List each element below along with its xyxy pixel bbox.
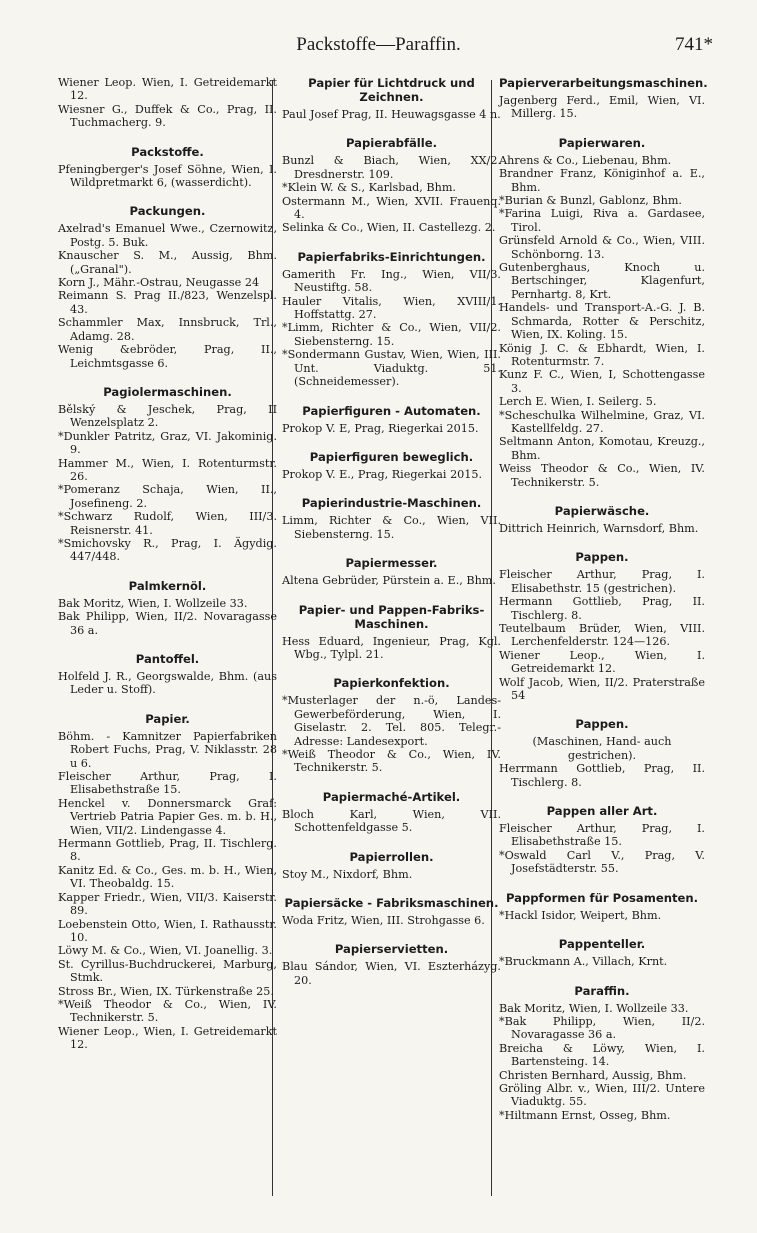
section-heading: Papier- und Pappen-Fabriks-Maschinen. <box>298 602 485 631</box>
section-heading: Papierkonfektion. <box>333 676 450 691</box>
directory-entry: Holfeld J. R., Georgswalde, Bhm. (aus Leder u. Stoff). <box>58 670 277 697</box>
directory-entry: Hauler Vitalis, Wien, XVIII/1. Hoffstattg. 27. <box>282 294 501 322</box>
directory-entry: *Schwarz Rudolf, Wien, III/3. Reisnerstr. 41. <box>58 510 277 537</box>
directory-entry: *Bruckmann A., Villach, Krnt. <box>499 955 668 969</box>
section-heading: Papierservietten. <box>334 942 449 957</box>
directory-entry: *Smichovsky R., Prag, I. Ägydig. 447/448. <box>58 536 277 564</box>
directory-entry: *Klein W. & S., Karlsbad, Bhm. <box>282 181 456 195</box>
directory-entry: Grünsfeld Arnold & Co., Wien, VIII. Schönborng. 13. <box>499 234 705 261</box>
section-heading: Papierabfälle. <box>345 136 438 151</box>
section-heading: Papierverarbeitungsmaschinen. <box>499 76 708 90</box>
directory-entry: *Farina Luigi, Riva a. Gardasee, Tirol. <box>499 207 705 234</box>
directory-entry: Dittrich Heinrich, Warnsdorf, Bhm. <box>499 521 699 535</box>
section-heading: Papierindustrie-Maschinen. <box>301 496 482 511</box>
section-heading: Pantoffel. <box>135 652 200 666</box>
directory-entry: Gamerith Fr. Ing., Wien, VII/3. Neustiftg. 58. <box>282 267 501 295</box>
directory-entry: *Scheschulka Wilhelmine, Graz, VI. Kastellfeldg. 27. <box>499 408 705 435</box>
section-heading: Papiermaché-Artikel. <box>322 789 461 804</box>
section-heading: Packstoffe. <box>131 144 204 159</box>
section-heading: Papierfiguren beweglich. <box>309 449 474 464</box>
directory-entry: Limm, Richter & Co., Wien, VII. Siebensterng. 15. <box>282 514 501 541</box>
directory-entry: Loebenstein Otto, Wien, I. Rathausstr. 10. <box>58 917 277 944</box>
directory-entry: Fleischer Arthur, Prag, I. Elisabethstraße 15. <box>499 822 705 849</box>
directory-entry: *Musterlager der n.-ö, Landes-Gewerbeförderung, Wien, I. Giselastr. 2. Tel. 805. Telegr.-Adresse: Landesexport. <box>282 694 501 748</box>
directory-entry: (Maschinen, Hand- auch gestrichen). <box>532 735 672 762</box>
directory-entry: Breicha & Löwy, Wien, I. Bartensteing. 14. <box>499 1041 705 1069</box>
directory-entry: Hammer M., Wien, I. Rotenturmstr. 26. <box>58 456 277 483</box>
directory-entry: Gröling Albr. v., Wien, III/2. Untere Viaduktg. 55. <box>499 1081 705 1109</box>
directory-entry: Fleischer Arthur, Prag, I. Elisabethstraße 15. <box>58 770 277 797</box>
directory-entry: Lerch E. Wien, I. Seilerg. 5. <box>499 395 657 409</box>
directory-entry: Gutenberghaus, Knoch u. Bertschinger, Klagenfurt, Pernhartg. 8, Krt. <box>499 261 705 301</box>
directory-entry: Schammler Max, Innsbruck, Trl., Adamg. 28. <box>58 316 277 343</box>
directory-entry: Kunz F. C., Wien, I, Schottengasse 3. <box>499 368 705 395</box>
directory-entry: Henckel v. Donnersmarck Graf: Vertrieb Patria Papier Ges. m. b. H., Wien, VII/2. Lindengasse 4. <box>58 796 277 837</box>
directory-entry: Bak Philipp, Wien, II/2. Novaragasse 36 a. <box>58 610 277 637</box>
directory-entry: Böhm. - Kamnitzer Papierfabriken Robert Fuchs, Prag, V. Niklasstr. 28 u 6. <box>58 729 277 770</box>
directory-entry: Wiesner G., Duffek & Co., Prag, II. Tuchmacherg. 9. <box>58 102 277 130</box>
directory-entry: *Pomeranz Schaja, Wien, II., Josefineng. 2. <box>58 483 277 510</box>
directory-entry: Hermann Gottlieb, Prag, II. Tischlerg. 8. <box>58 837 277 864</box>
directory-entry: Altena Gebrüder, Pürstein a. E., Bhm. <box>282 574 496 588</box>
section-heading: Paraffin. <box>574 983 630 998</box>
directory-entry: Hess Eduard, Ingenieur, Prag, Kgl. Wbg., Tylpl. 21. <box>282 634 501 661</box>
directory-entry: Ostermann M., Wien, XVII. Frauenq. 4. <box>282 194 501 222</box>
directory-entry: Löwy M. & Co., Wien, VI. Joanellig. 3. <box>58 944 273 958</box>
directory-entry: Paul Josef Prag, II. Heuwagsgasse 4 n. <box>282 108 501 121</box>
directory-entry: Weiss Theodor & Co., Wien, IV. Technikerstr. 5. <box>499 462 705 489</box>
directory-entry: Handels- und Transport-A.-G. J. B. Schmarda, Rotter & Perschitz, Wien, IX. Koling. 15. <box>499 301 705 342</box>
directory-entry: Bělský & Jeschek, Prag, II Wenzelsplatz 2. <box>58 402 277 430</box>
directory-entry: Bak Moritz, Wien, I. Wollzeile 33. <box>499 1001 689 1015</box>
directory-entry: Knauscher S. M., Aussig, Bhm. („Granal"). <box>58 249 277 276</box>
section-heading: Papiersäcke - Fabriksmaschinen. <box>284 896 499 910</box>
column-left <box>58 76 277 1052</box>
section-heading: Papierwaren. <box>558 135 646 150</box>
directory-entry: Bunzl & Biach, Wien, XX/2. Dresdnerstr. 109. <box>282 154 501 181</box>
directory-entry: *Burian & Bunzl, Gablonz, Bhm. <box>499 194 682 208</box>
directory-entry: Woda Fritz, Wien, III. Strohgasse 6. <box>282 914 485 927</box>
section-heading: Papierwäsche. <box>554 503 650 518</box>
directory-entry: Jagenberg Ferd., Emil, Wien, VI. Millerg. 15. <box>499 94 705 121</box>
directory-entry: Hermann Gottlieb, Prag, II. Tischlerg. 8. <box>499 595 705 622</box>
directory-entry: Stross Br., Wien, IX. Türkenstraße 25. <box>58 984 274 998</box>
section-heading: Pappformen für Posamenten. <box>505 890 699 905</box>
section-heading: Packungen. <box>129 204 206 219</box>
section-heading: Pappen. <box>575 550 629 565</box>
section-heading: Pagiolermaschinen. <box>103 384 232 399</box>
column-right <box>499 76 708 1122</box>
directory-entry: *Weiß Theodor & Co., Wien, IV. Technikerstr. 5. <box>58 997 277 1025</box>
directory-entry: Christen Bernhard, Aussig, Bhm. <box>499 1068 687 1082</box>
directory-entry: Kapper Friedr., Wien, VII/3. Kaiserstr. 89. <box>58 890 277 918</box>
directory-entry: Wiener Leop., Wien, I. Getreidemarkt 12. <box>58 1024 277 1052</box>
directory-entry: Stoy M., Nixdorf, Bhm. <box>282 867 413 881</box>
directory-entry: Brandner Franz, Königinhof a. E., Bhm. <box>499 167 705 194</box>
section-heading: Pappenteller. <box>558 937 646 952</box>
directory-entry: *Dunkler Patritz, Graz, VI. Jakominig. 9. <box>58 429 277 457</box>
section-heading: Papierfiguren - Automaten. <box>302 403 481 418</box>
section-heading: Papierfabriks-Einrichtungen. <box>297 249 486 264</box>
directory-entry: Bak Moritz, Wien, I. Wollzeile 33. <box>58 596 248 610</box>
directory-entry: Wenig &ebröder, Prag, II., Leichmtsgasse 6. <box>58 343 277 370</box>
directory-entry: Selinka & Co., Wien, II. Castellezg. 2. <box>282 221 496 235</box>
directory-entry: Wiener Leop., Wien, I. Getreidemarkt 12. <box>499 648 705 676</box>
section-heading: Papiermesser. <box>345 556 438 571</box>
directory-entry: Ahrens & Co., Liebenau, Bhm. <box>499 153 672 167</box>
directory-entry: Fleischer Arthur, Prag, I. Elisabethstr. 15 (gestrichen). <box>499 568 705 595</box>
directory-entry: Wiener Leop. Wien, I. Getreidemarkt 12. <box>58 76 277 103</box>
directory-entry: Bloch Karl, Wien, VII. Schottenfeldgasse 5. <box>282 807 501 835</box>
directory-entry: Prokop V. E., Prag, Riegerkai 2015. <box>282 467 483 481</box>
section-heading: Papierrollen. <box>349 849 434 864</box>
directory-entry: *Weiß Theodor & Co., Wien, IV. Technikerstr. 5. <box>282 747 501 775</box>
directory-entry: Prokop V. E, Prag, Riegerkai 2015. <box>282 421 479 435</box>
directory-entry: Herrmann Gottlieb, Prag, II. Tischlerg. 8. <box>499 762 705 789</box>
directory-entry: Kanitz Ed. & Co., Ges. m. b. H., Wien, VI. Theobaldg. 15. <box>58 863 277 891</box>
directory-entry: Reimann S. Prag II./823, Wenzelspl. 43. <box>58 289 277 316</box>
running-title: Packstoffe—Paraffin. <box>296 34 461 55</box>
section-heading: Palmkernöl. <box>128 578 207 593</box>
directory-entry: *Oswald Carl V., Prag, V. Josefstädterstr. 55. <box>499 848 705 876</box>
directory-entry: *Hiltmann Ernst, Osseg, Bhm. <box>499 1108 671 1122</box>
directory-entry: *Limm, Richter & Co., Wien, VII/2. Siebensterng. 15. <box>282 321 501 348</box>
column-middle <box>282 76 501 987</box>
directory-entry: Blau Sándor, Wien, VI. Eszterházyg. 20. <box>282 960 501 987</box>
section-heading: Pappen. <box>575 717 629 732</box>
section-heading: Papier für Lichtdruck und Zeichnen. <box>308 76 475 104</box>
section-heading: Pappen aller Art. <box>546 804 658 819</box>
page-header <box>0 34 757 60</box>
page-number: 741* <box>675 34 713 55</box>
directory-entry: Teutelbaum Brüder, Wien, VIII. Lerchenfelderstr. 124—126. <box>499 622 705 649</box>
directory-entry: *Hackl Isidor, Weipert, Bhm. <box>499 908 662 922</box>
directory-entry: Seltmann Anton, Komotau, Kreuzg., Bhm. <box>499 435 705 462</box>
directory-entry: *Bak Philipp, Wien, II/2. Novaragasse 36 a. <box>499 1014 705 1042</box>
directory-entry: Wolf Jacob, Wien, II/2. Praterstraße 54 <box>499 675 705 703</box>
directory-entry: Pfeningberger's Josef Söhne, Wien, I. Wildpretmarkt 6, (wasserdicht). <box>58 162 277 190</box>
section-heading: Papier. <box>145 711 190 726</box>
directory-entry: König J. C. & Ebhardt, Wien, I. Rotenturmstr. 7. <box>499 341 705 368</box>
directory-entry: St. Cyrillus-Buchdruckerei, Marburg, Stmk. <box>58 957 277 985</box>
directory-entry: *Sondermann Gustav, Wien, Wien, III. Unt. Viaduktg. 51. (Schneidemesser). <box>282 348 501 389</box>
directory-entry: Korn J., Mähr.-Ostrau, Neugasse 24 <box>58 276 260 290</box>
directory-entry: Axelrad's Emanuel Wwe., Czernowitz, Postg. 5. Buk. <box>58 222 277 249</box>
